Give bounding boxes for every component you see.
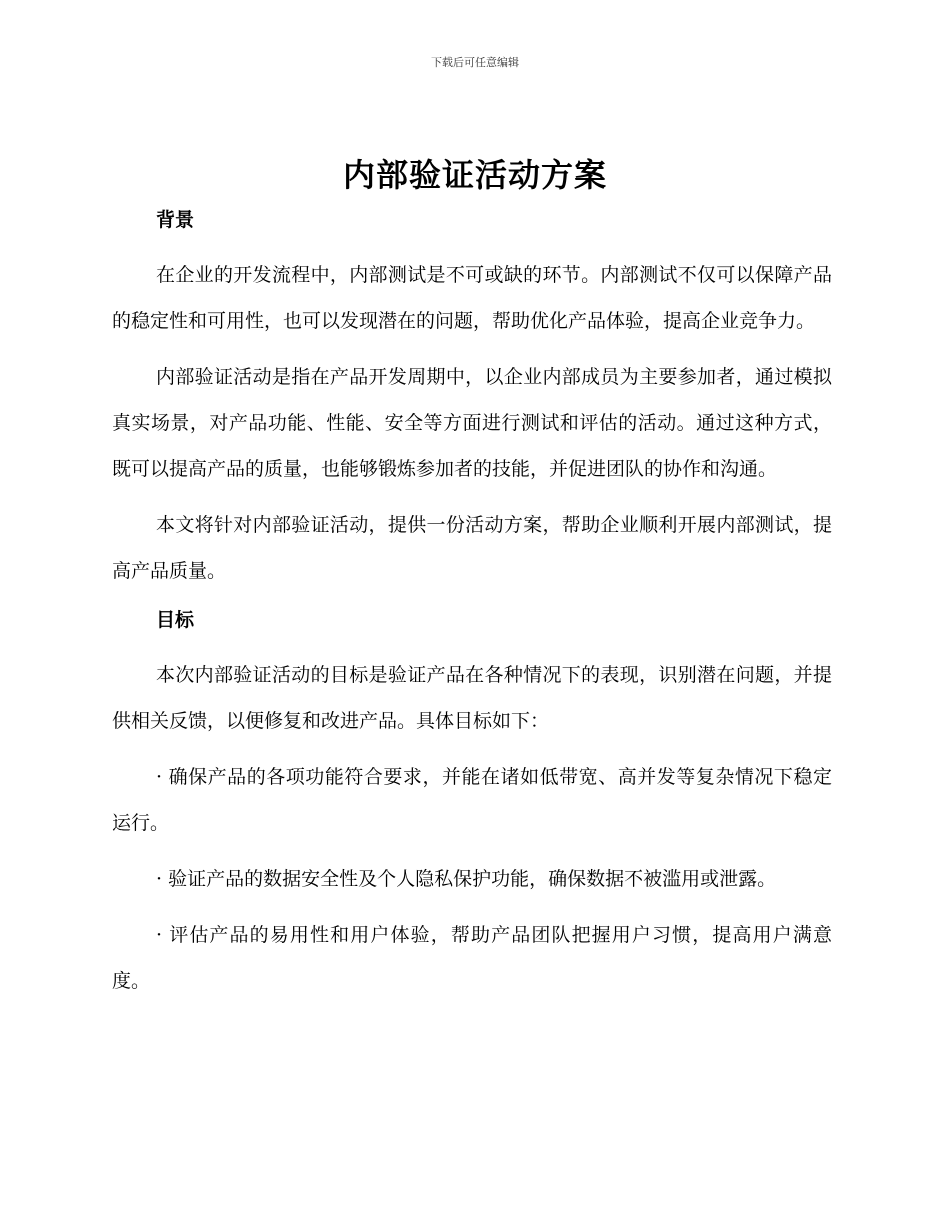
paragraph: 在企业的开发流程中，内部测试是不可或缺的环节。内部测试不仅可以保障产品的稳定性和可用性，也可以发现潜在的问题，帮助优化产品体验，提高企业竞争力。 <box>112 264 832 332</box>
bullet-item: · 验证产品的数据安全性及个人隐私保护功能，确保数据不被滥用或泄露。 <box>156 868 777 890</box>
section-heading: 背景 <box>156 209 195 231</box>
paragraph: 本文将针对内部验证活动，提供一份活动方案，帮助企业顺利开展内部测试，提高产品质量。 <box>112 514 832 582</box>
bullet-item: · 评估产品的易用性和用户体验，帮助产品团队把握用户习惯，提高用户满意度。 <box>112 924 832 992</box>
bullet-item: · 确保产品的各项功能符合要求，并能在诸如低带宽、高并发等复杂情况下稳定运行。 <box>112 766 832 834</box>
paragraph: 本次内部验证活动的目标是验证产品在各种情况下的表现，识别潜在问题，并提供相关反馈，以便修复和改进产品。具体目标如下： <box>112 664 832 732</box>
section-goals <box>112 604 832 1004</box>
document-body <box>112 204 832 1014</box>
page-header-note: 下载后可任意编辑 <box>431 56 519 69</box>
section-background <box>112 204 832 594</box>
paragraph: 内部验证活动是指在产品开发周期中，以企业内部成员为主要参加者，通过模拟真实场景，对产品功能、性能、安全等方面进行测试和评估的活动。通过这种方式，既可以提高产品的质量，也能够锻炼参加者的技能，并促进团队的协作和沟通。 <box>112 366 832 480</box>
document-title: 内部验证活动方案 <box>342 156 607 194</box>
section-heading: 目标 <box>156 609 195 631</box>
